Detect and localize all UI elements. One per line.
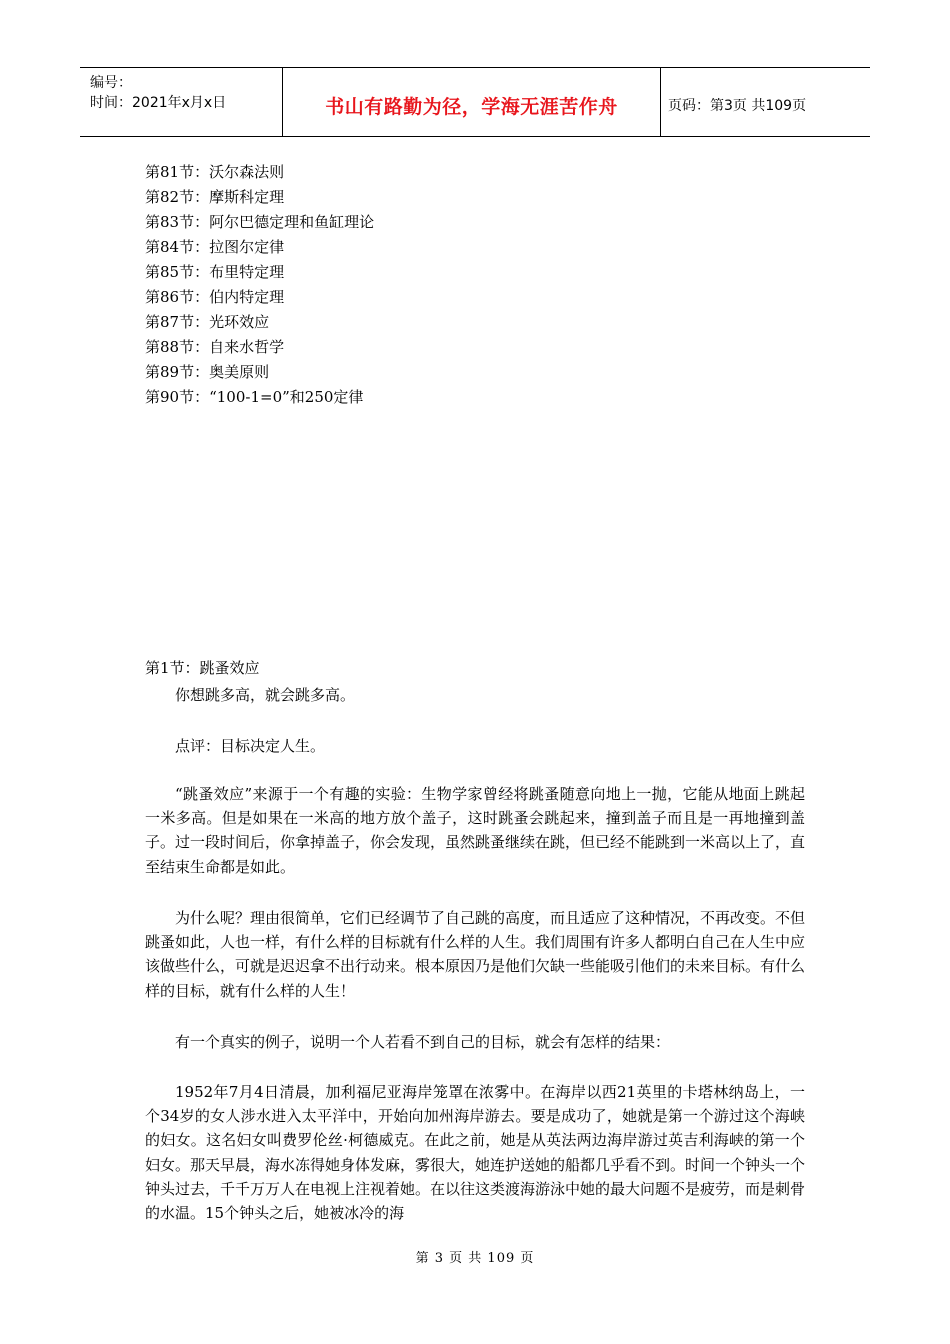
header-page-cell	[661, 68, 870, 136]
document-header	[80, 67, 870, 137]
paragraph: 有一个真实的例子，说明一个人若看不到自己的目标，就会有怎样的结果：	[175, 1033, 671, 1051]
paragraph: 1952年7月4日清晨，加利福尼亚海岸笼罩在浓雾中。在海岸以西21英里的卡塔林纳岛上，一个34岁的女人涉水进入太平洋中，开始向加州海岸游去。要是成功了，她就是第一个游过这个海峡的妇女。这名妇女叫费罗伦丝·柯德威克。在此之前，她是从英法两边海岸游过英吉利海峡的第一个妇女。那天早晨，海水冻得她身体发麻，雾很大，她连护送她的船都几乎看不到。时间一个钟头一个钟头过去，千千万万人在电视上注视着她。在以往这类渡海游泳中她的最大问题不是疲劳，而是刺骨的水温。15个钟头之后，她被冰冷的海	[145, 1083, 806, 1223]
toc-item: 第90节：“100-1=0”和250定律	[145, 388, 364, 406]
serial-number-label: 编号：	[90, 75, 132, 91]
header-meta-cell	[80, 68, 283, 136]
toc-item: 第87节：光环效应	[145, 313, 270, 331]
motto: 书山有路勤为径，学海无涯苦作舟	[325, 96, 618, 118]
toc-item: 第89节：奥美原则	[145, 363, 270, 381]
paragraph: 为什么呢？理由很简单，它们已经调节了自己跳的高度，而且适应了这种情况，不再改变。不但跳蚤如此，人也一样，有什么样的目标就有什么样的人生。我们周围有许多人都明白自己在人生中应该做些什么，可就是迟迟拿不出行动来。根本原因乃是他们欠缺一些能吸引他们的未来目标。有什么样的目标，就有什么样的人生！	[145, 909, 806, 1000]
toc-item: 第81节：沃尔森法则	[145, 163, 285, 181]
paragraph: 点评：目标决定人生。	[175, 737, 326, 755]
toc-item: 第83节：阿尔巴德定理和鱼缸理论	[145, 213, 375, 231]
header-motto-cell	[283, 68, 661, 136]
section-title: 第1节：跳蚤效应	[145, 659, 260, 677]
time-label: 时间：2021年x月x日	[90, 95, 227, 111]
paragraph: “跳蚤效应”来源于一个有趣的实验：生物学家曾经将跳蚤随意向地上一抛，它能从地面上跳起一米多高。但是如果在一米高的地方放个盖子，这时跳蚤会跳起来，撞到盖子而且是一再地撞到盖子。过一段时间后，你拿掉盖子，你会发现，虽然跳蚤继续在跳，但已经不能跳到一米高以上了，直至结束生命都是如此。	[145, 785, 806, 876]
page-info: 页码：第3页 共109页	[668, 98, 807, 114]
toc-item: 第86节：伯内特定理	[145, 288, 285, 306]
paragraph: 你想跳多高，就会跳多高。	[175, 686, 356, 704]
toc-item: 第84节：拉图尔定律	[145, 238, 285, 256]
toc-item: 第85节：布里特定理	[145, 263, 285, 281]
page-footer: 第 3 页 共 109 页	[415, 1251, 535, 1266]
table-of-contents	[145, 160, 374, 410]
toc-item: 第82节：摩斯科定理	[145, 188, 285, 206]
toc-item: 第88节：自来水哲学	[145, 338, 285, 356]
